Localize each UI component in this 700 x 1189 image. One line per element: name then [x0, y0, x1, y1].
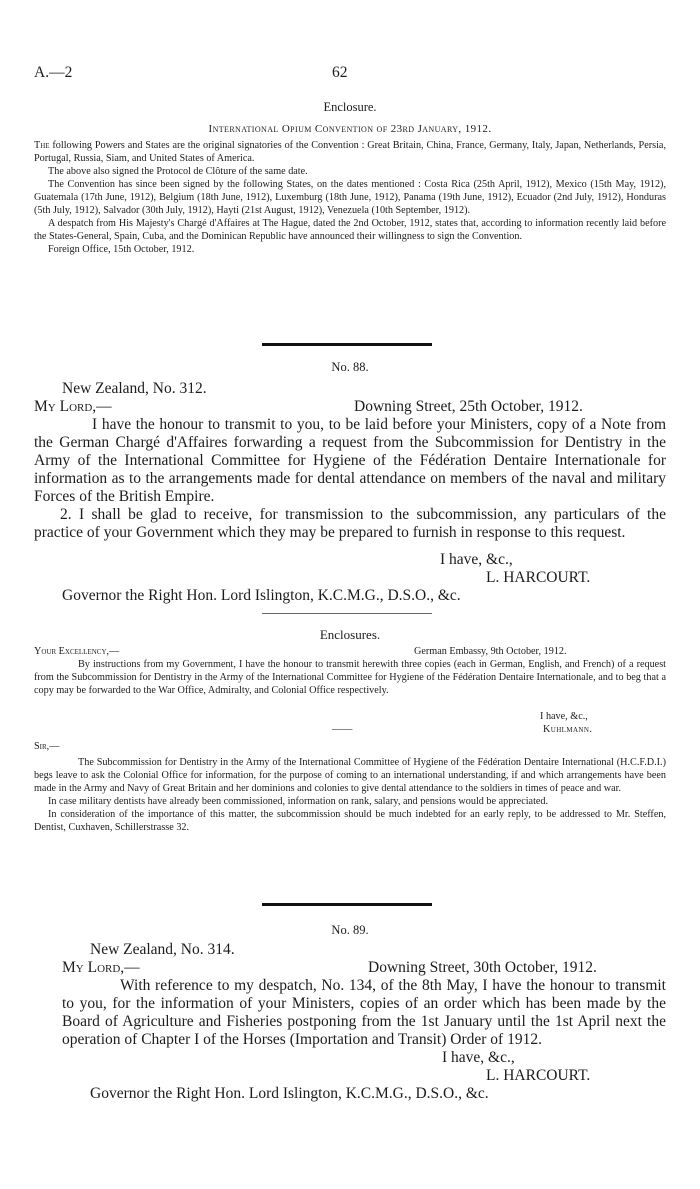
- enclosures-title: Enclosures.: [319, 627, 381, 642]
- foreign-office-date: Foreign Office, 15th October, 1912.: [48, 244, 195, 255]
- letter-88-salutation: My Lord,—: [34, 398, 112, 415]
- page-ref: A.—2: [34, 64, 73, 81]
- letter-88-number: No. 88.: [331, 360, 369, 374]
- despatch-paragraph: A despatch from His Majesty's Chargé d'Affaires at The Hague, dated the 2nd October, 1912, states that, according to information recently laid before the States-General, Spain, Cuba, and the Dominican Republic have announced their willingness to sign the Convention.: [34, 218, 666, 242]
- letter-88-addressee: Governor the Right Hon. Lord Islington, K.C.M.G., D.S.O., &c.: [62, 587, 461, 604]
- enclosure-subtitle: International Opium Convention of 23rd January, 1912.: [208, 123, 492, 135]
- letter-89-signature: L. HARCOURT.: [486, 1067, 591, 1084]
- convention-signatories-paragraph: The following Powers and States are the original signatories of the Convention : Great Britain, China, France, Germany, Italy, Japan, Netherlands, Persia, Portugal, Russia, Siam, and United States of America.: [34, 140, 666, 164]
- protocol-paragraph: The above also signed the Protocol de Clôture of the same date.: [48, 166, 308, 177]
- letter-88-place-date: Downing Street, 25th October, 1912.: [354, 398, 583, 415]
- lead-word: The: [34, 140, 50, 151]
- separator-dash: ——: [332, 724, 353, 735]
- subcommission-paragraph-1: The Subcommission for Dentistry in the Army of the International Committee of Hygiene of the Fédération Dentaire International (H.C.F.D.I.) begs leave to ask the Colonial Office for information, for the purpose of coming to an international understanding, if and which arrangements have been made in the Army and Navy of Great Britain and her dominions and colonies to give dental attendance to the soldiers in times of peace and war.: [34, 757, 666, 794]
- embassy-note-signature: Kuhlmann.: [543, 724, 593, 735]
- letter-88-paragraph-1: I have the honour to transmit to you, to be laid before your Ministers, copy of a Note from the German Chargé d'Affaires forwarding a request from the Subcommission for Dentistry in the Army of the International Committee for Hygiene of the Fédération Dentaire Internationale for information as to the arrangements made for dental attendance on members of the naval and military Forces of the British Empire.: [34, 416, 666, 505]
- letter-88-body: [34, 416, 666, 542]
- letter-88-paragraph-2: 2. I shall be glad to receive, for transmission to the subcommission, any particulars of the practice of your Government which they may be prepared to furnish in response to this request.: [34, 506, 666, 541]
- enclosure-title: Enclosure.: [323, 100, 377, 114]
- enclosure-1-body: [34, 139, 666, 256]
- enclosure-salutation: Your Excellency,—: [34, 646, 120, 657]
- letter-89-number: No. 89.: [331, 923, 369, 937]
- letter-89-place-date: Downing Street, 30th October, 1912.: [368, 959, 597, 976]
- letter-89-paragraph-1: With reference to my despatch, No. 134, of the 8th May, I have the honour to transmit to you, for the information of your Ministers, copies of an order which has been made by the Board of Agriculture and Fisheries postponing from the 1st January until the 1st April next the operation of Chapter I of the Horses (Importation and Transit) Order of 1912.: [62, 977, 666, 1048]
- subcommission-salutation: Sir,—: [34, 741, 60, 752]
- letter-88-closing: I have, &c.,: [440, 551, 513, 568]
- subcommission-paragraph-2: In case military dentists have already been commissioned, information on rank, salary, and pensions would be appreciated.: [48, 796, 549, 807]
- embassy-note-body: [34, 658, 666, 697]
- letter-89-addressee: Governor the Right Hon. Lord Islington, K.C.M.G., D.S.O., &c.: [90, 1085, 489, 1102]
- letter-89-closing: I have, &c.,: [442, 1049, 515, 1066]
- subcommission-paragraph-3: In consideration of the importance of this matter, the subcommission should be much indebted for an early reply, to be addressed to Mr. Steffen, Dentist, Cuxhaven, Schillerstrasse 32.: [34, 809, 666, 833]
- thin-divider: [262, 613, 432, 614]
- letter-89-salutation: My Lord,—: [62, 959, 140, 976]
- later-signatories-paragraph: The Convention has since been signed by the following States, on the dates mentioned : Costa Rica (25th April, 1912), Mexico (15th May, 1912), Guatemala (17th June, 1912), Belgium (18th June, 1912), Luxemburg (18th June, 1912), Panama (19th June, 1912), Ecuador (2nd July, 1912), Honduras (5th July, 1912), Salvador (30th July, 1912), Hayti (21st August, 1912), Venezuela (10th September, 1912).: [34, 179, 666, 216]
- letter-88-ref: New Zealand, No. 312.: [62, 380, 207, 397]
- page-number: 62: [332, 64, 348, 81]
- embassy-note-paragraph: By instructions from my Government, I have the honour to transmit herewith three copies (each in German, English, and French) of a request from the Subcommission for Dentistry in the Army of the International Committee for Hygiene of the Fédération Dentaire Internationale, and to beg that a copy may be forwarded to the War Office, Admiralty, and Colonial Office respectively.: [34, 659, 666, 696]
- enclosure-place-date: German Embassy, 9th October, 1912.: [414, 646, 567, 657]
- letter-89-body: [62, 977, 666, 1049]
- section-divider: [262, 343, 432, 346]
- section-divider: [262, 903, 432, 906]
- letter-88-signature: L. HARCOURT.: [486, 569, 591, 586]
- embassy-note-closing: I have, &c.,: [540, 711, 588, 722]
- letter-89-ref: New Zealand, No. 314.: [90, 941, 235, 958]
- subcommission-request-body: [34, 756, 666, 834]
